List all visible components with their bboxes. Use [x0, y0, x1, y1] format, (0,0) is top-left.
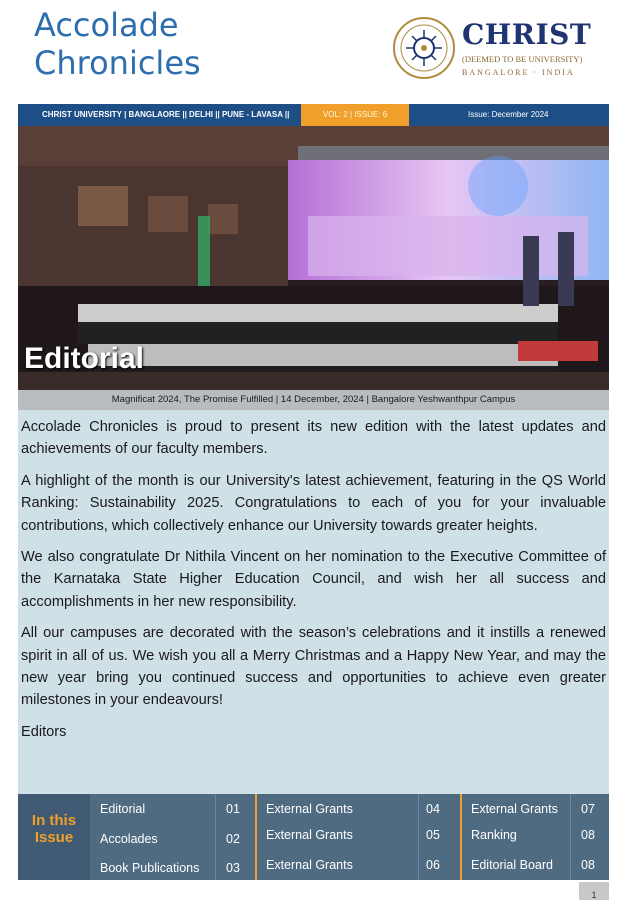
- toc-page: 05: [426, 828, 440, 842]
- toc-label-line1: In this: [31, 812, 77, 829]
- toc-item[interactable]: Ranking: [471, 828, 517, 842]
- toc-item[interactable]: Editorial: [100, 802, 146, 816]
- toc-separator: [255, 794, 257, 880]
- logo-location: BANGALORE · INDIA: [462, 68, 575, 77]
- issue-info-bar: [18, 104, 609, 126]
- editorial-panel: [18, 410, 609, 794]
- toc-page: 07: [581, 802, 595, 816]
- newsletter-title: [34, 6, 201, 82]
- toc-label-line2: Issue: [34, 829, 74, 846]
- editorial-signature: Editors: [21, 723, 67, 740]
- toc-item[interactable]: External Grants: [266, 828, 353, 842]
- section-title: Editorial: [24, 342, 145, 375]
- toc-divider: [215, 794, 216, 880]
- toc-item[interactable]: Editorial Board: [471, 858, 553, 872]
- editorial-paragraph: A highlight of the month is our University's latest achievement, featuring in the QS World Ranking: Sustainability 2025. Congratulations to each of you for your invaluable contributions, which collectively enhance our University towards greater heights.: [21, 472, 606, 534]
- toc-divider: [418, 794, 419, 880]
- campus-list: CHRIST UNIVERSITY | BANGLAORE || DELHI || PUNE - LAVASA ||: [42, 110, 290, 119]
- logo-subtitle: (DEEMED TO BE UNIVERSITY): [462, 54, 583, 64]
- toc-item[interactable]: Book Publications: [100, 861, 200, 875]
- editorial-paragraph: We also congratulate Dr Nithila Vincent on her nomination to the Executive Committee of the Karnataka State Higher Education Council, and wish her all success and accomplishments in her new responsibility.: [21, 549, 606, 610]
- editorial-paragraph: Accolade Chronicles is proud to present its new edition with the latest updates and achievements of our faculty members.: [21, 419, 606, 458]
- toc-page: 03: [226, 861, 240, 875]
- toc-item[interactable]: Accolades: [100, 832, 158, 846]
- toc-page: 06: [426, 858, 440, 872]
- university-seal-icon: [392, 16, 456, 80]
- editorial-text: [18, 410, 609, 743]
- newsletter-title-line1: Accolade: [34, 6, 179, 44]
- issue-date: Issue: December 2024: [468, 110, 549, 119]
- toc-separator: [460, 794, 462, 880]
- in-this-issue-box: [18, 794, 609, 880]
- hero-photo: [18, 126, 609, 390]
- toc-item[interactable]: External Grants: [266, 858, 353, 872]
- toc-page: 02: [226, 832, 240, 846]
- toc-item[interactable]: External Grants: [266, 802, 353, 816]
- toc-divider: [570, 794, 571, 880]
- in-this-issue-label: [18, 794, 90, 880]
- toc-page: 04: [426, 802, 440, 816]
- editorial-paragraph: All our campuses are decorated with the season’s celebrations and it instills a renewed spirit in all of us. We wish you all a Merry Christmas and a Happy New Year, and may the new year bring you continued success and opportunities to achieve even greater milestones in your endeavours!: [21, 625, 606, 709]
- photo-caption: Magnificat 2024, The Promise Fulfilled | 14 December, 2024 | Bangalore Yeshwanthpur Campus: [18, 390, 609, 410]
- page-number: 1: [579, 882, 609, 900]
- university-logo: [392, 16, 592, 82]
- toc-item[interactable]: External Grants: [471, 802, 558, 816]
- toc-page: 08: [581, 828, 595, 842]
- toc-page: 08: [581, 858, 595, 872]
- logo-name: CHRIST: [462, 18, 592, 51]
- newsletter-title-line2: Chronicles: [34, 44, 201, 82]
- volume-badge: VOL: 2 | ISSUE: 6: [301, 104, 409, 126]
- toc-page: 01: [226, 802, 240, 816]
